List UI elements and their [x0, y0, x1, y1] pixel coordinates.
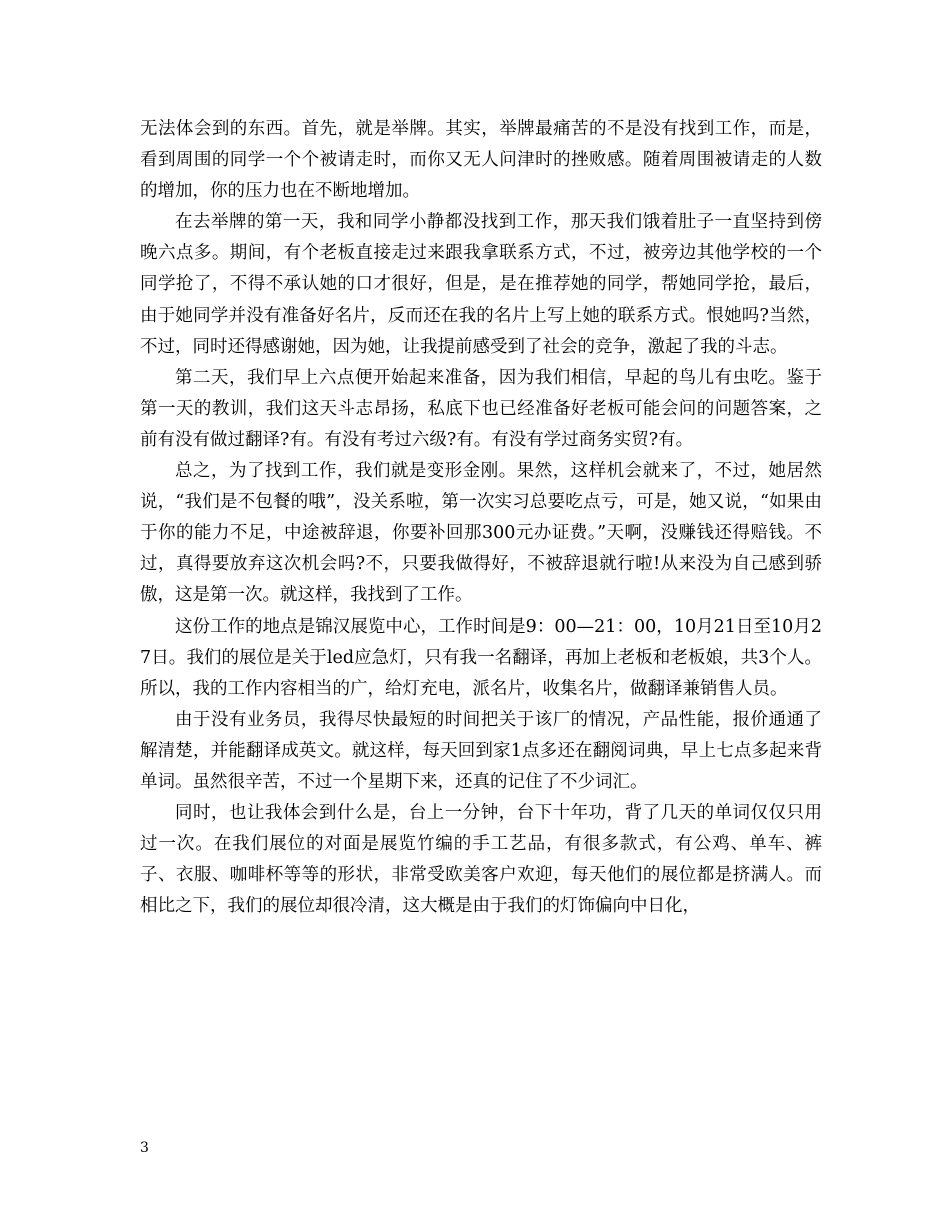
paragraph-1: 无法体会到的东西。首先，就是举牌。其实，举牌最痛苦的不是没有找到工作，而是，看到周围的同学一个个被请走时，而你又无人问津时的挫败感。随着周围被请走的人数的增加，你的压力也在不断地增加。: [140, 119, 822, 202]
paragraph-7: 同时，也让我体会到什么是，台上一分钟，台下十年功，背了几天的单词仅仅只用过一次。在我们展位的对面是展览竹编的手工艺品，有很多款式，有公鸡、单车、裤子、衣服、咖啡杯等等的形状，非常受欧美客户欢迎，每天他们的展位都是挤满人。而相比之下，我们的展位却很冷清，这大概是由于我们的灯饰偏向中日化，: [140, 803, 822, 917]
paragraph-4: 总之，为了找到工作，我们就是变形金刚。果然，这样机会就来了，不过，她居然说，“我们是不包餐的哦”，没关系啦，第一次实习总要吃点亏，可是，她又说，“如果由于你的能力不足，中途被辞退，你要补回那300元办证费。”天啊，没赚钱还得赔钱。不过，真得要放弃这次机会吗?不，只要我做得好，不被辞退就行啦!从来没为自己感到骄傲，这是第一次。就这样，我找到了工作。: [140, 461, 822, 606]
paragraph-5: 这份工作的地点是锦汉展览中心，工作时间是9：00—21：00，10月21日至10月27日。我们的展位是关于led应急灯，只有我一名翻译，再加上老板和老板娘，共3个人。所以，我的工作内容相当的广，给灯充电，派名片，收集名片，做翻译兼销售人员。: [140, 616, 822, 699]
paragraph-6: 由于没有业务员，我得尽快最短的时间把关于该厂的情况，产品性能，报价通通了解清楚，并能翻译成英文。就这样，每天回到家1点多还在翻阅词典，早上七点多起来背单词。虽然很辛苦，不过一个星期下来，还真的记住了不少词汇。: [140, 709, 822, 792]
page-number: 3: [140, 1140, 149, 1156]
body-text: [140, 114, 822, 922]
paragraph-3: 第二天，我们早上六点便开始起来准备，因为我们相信，早起的鸟儿有虫吃。鉴于第一天的教训，我们这天斗志昂扬，私底下也已经准备好老板可能会问的问题答案，之前有没有做过翻译?有。有没有考过六级?有。有没有学过商务实贸?有。: [140, 367, 822, 450]
paragraph-2: 在去举牌的第一天，我和同学小静都没找到工作，那天我们饿着肚子一直坚持到傍晚六点多。期间，有个老板直接走过来跟我拿联系方式，不过，被旁边其他学校的一个同学抢了，不得不承认她的口才很好，但是，是在推荐她的同学，帮她同学抢，最后，由于她同学并没有准备好名片，反而还在我的名片上写上她的联系方式。恨她吗?当然，不过，同时还得感谢她，因为她，让我提前感受到了社会的竞争，激起了我的斗志。: [140, 212, 822, 357]
